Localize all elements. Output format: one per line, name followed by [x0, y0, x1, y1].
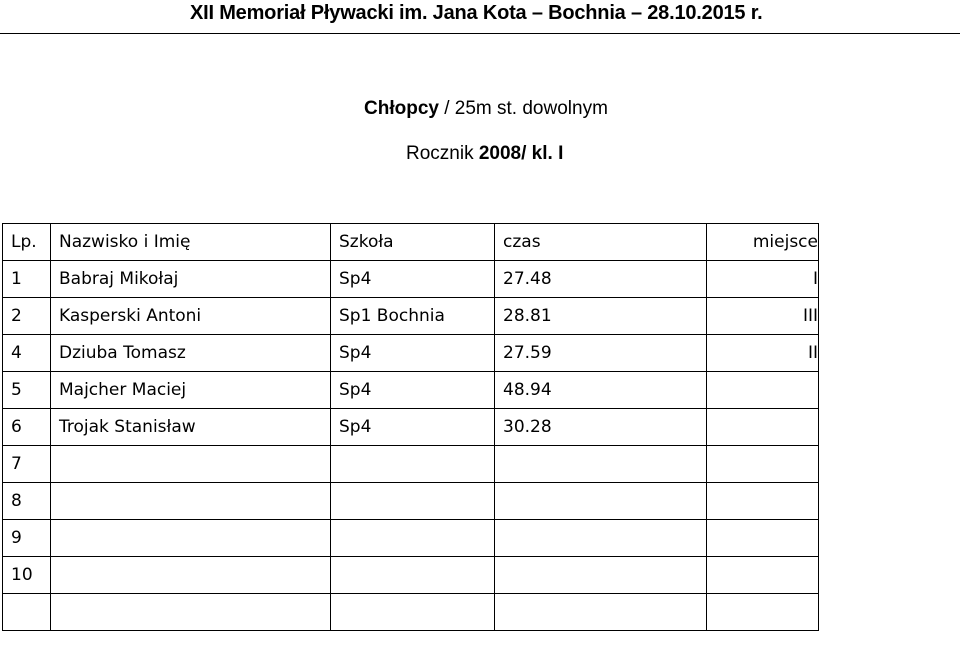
column-header-place: miejsce	[707, 224, 819, 261]
column-header-name: Nazwisko i Imię	[51, 224, 331, 261]
cell-school	[331, 520, 495, 557]
year-prefix: Rocznik	[406, 143, 479, 164]
cell-lp	[3, 594, 51, 631]
cell-school	[331, 483, 495, 520]
cell-lp: 8	[3, 483, 51, 520]
cell-lp: 9	[3, 520, 51, 557]
table-row	[3, 335, 819, 372]
table-row	[3, 557, 819, 594]
event-subtitle	[364, 98, 608, 120]
cell-school	[331, 446, 495, 483]
cell-place	[707, 520, 819, 557]
document-header	[0, 0, 960, 34]
cell-place	[707, 557, 819, 594]
year-value: 2008/ kl. I	[478, 143, 564, 164]
cell-name	[51, 557, 331, 594]
cell-time: 27.48	[495, 261, 707, 298]
column-header-time: czas	[495, 224, 707, 261]
cell-lp: 7	[3, 446, 51, 483]
cell-time	[495, 594, 707, 631]
cell-name: Majcher Maciej	[51, 372, 331, 409]
table-row	[3, 409, 819, 446]
event-year	[406, 143, 563, 165]
cell-name: Babraj Mikołaj	[51, 261, 331, 298]
table-row	[3, 594, 819, 631]
cell-place: II	[707, 335, 819, 372]
cell-lp: 1	[3, 261, 51, 298]
cell-place	[707, 409, 819, 446]
cell-name	[51, 446, 331, 483]
cell-school: Sp1 Bochnia	[331, 298, 495, 335]
cell-name	[51, 520, 331, 557]
cell-school: Sp4	[331, 335, 495, 372]
column-header-school: Szkoła	[331, 224, 495, 261]
table-row	[3, 298, 819, 335]
cell-time: 27.59	[495, 335, 707, 372]
cell-time	[495, 557, 707, 594]
cell-lp: 10	[3, 557, 51, 594]
cell-time: 30.28	[495, 409, 707, 446]
cell-time: 48.94	[495, 372, 707, 409]
cell-name: Kasperski Antoni	[51, 298, 331, 335]
cell-school: Sp4	[331, 261, 495, 298]
table-row	[3, 483, 819, 520]
cell-school	[331, 594, 495, 631]
event-distance: / 25m st. dowolnym	[438, 98, 608, 119]
page-title: XII Memoriał Pływacki im. Jana Kota – Bochnia – 28.10.2015 r.	[190, 2, 763, 24]
cell-school: Sp4	[331, 409, 495, 446]
cell-name	[51, 483, 331, 520]
cell-lp: 5	[3, 372, 51, 409]
column-header-lp: Lp.	[3, 224, 51, 261]
cell-time	[495, 483, 707, 520]
cell-place	[707, 483, 819, 520]
cell-lp: 4	[3, 335, 51, 372]
cell-place	[707, 446, 819, 483]
event-group: Chłopcy	[364, 98, 439, 119]
table-row	[3, 372, 819, 409]
cell-time	[495, 446, 707, 483]
cell-lp: 2	[3, 298, 51, 335]
cell-school	[331, 557, 495, 594]
table-row	[3, 261, 819, 298]
cell-place: III	[707, 298, 819, 335]
cell-place	[707, 372, 819, 409]
table-row	[3, 520, 819, 557]
cell-place	[707, 594, 819, 631]
table-row	[3, 446, 819, 483]
cell-name: Dziuba Tomasz	[51, 335, 331, 372]
cell-place: I	[707, 261, 819, 298]
cell-name: Trojak Stanisław	[51, 409, 331, 446]
cell-lp: 6	[3, 409, 51, 446]
cell-name	[51, 594, 331, 631]
cell-time: 28.81	[495, 298, 707, 335]
table-header-row	[3, 224, 819, 261]
cell-school: Sp4	[331, 372, 495, 409]
results-table	[2, 223, 819, 631]
cell-time	[495, 520, 707, 557]
